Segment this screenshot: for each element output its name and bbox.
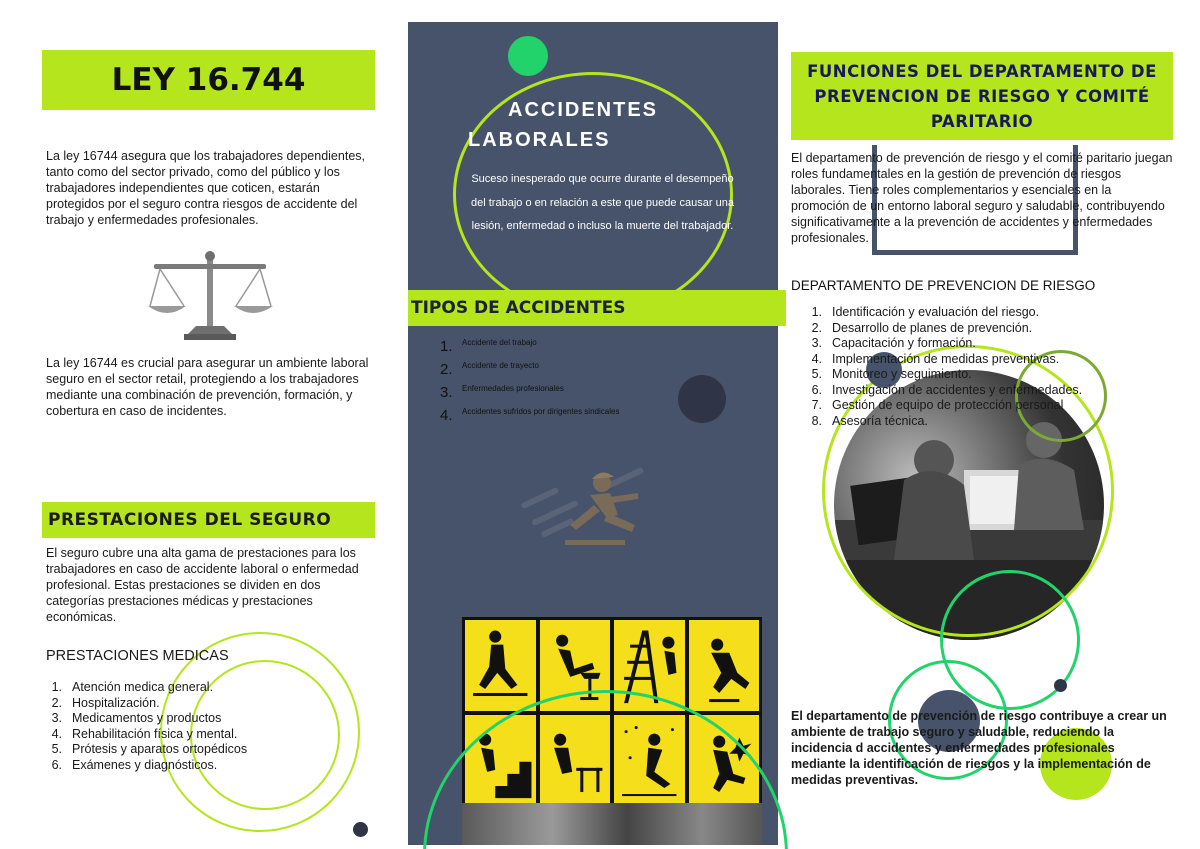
- decorative-dot: [353, 822, 368, 837]
- list-item: [440, 379, 680, 402]
- decorative-dot: [678, 375, 726, 423]
- list-item: [46, 696, 366, 712]
- funciones-title: FUNCIONES DEL DEPARTAMENTO DE PREVENCION DE RIESGO Y COMITÉ PARITARIO: [791, 52, 1173, 140]
- accidentes-laborales-title: [468, 95, 688, 155]
- list-item: [806, 414, 1146, 430]
- list-item: [440, 402, 680, 425]
- list-text: Identificación y evaluación del riesgo.: [832, 305, 1040, 319]
- ley-intro-text: La ley 16744 asegura que los trabajadores dependientes, tanto como del sector privado, como del público y los trabajadores independientes que coticen, estarán protegidos por el seguro contra riesgos de accidente del trabajo y enfermedades profesionales.: [46, 149, 365, 227]
- list-number: 3.: [51, 711, 62, 725]
- scale-of-justice-icon: [148, 248, 273, 343]
- list-number: 7.: [811, 398, 822, 412]
- list-item: [46, 727, 366, 743]
- list-text: Desarrollo de planes de prevención.: [832, 320, 1033, 335]
- list-text: Capacitación y formación.: [832, 336, 976, 350]
- list-text: Gestión de equipo de protección personal: [832, 398, 1064, 412]
- list-text: Accidente del trabajo: [462, 338, 537, 347]
- list-text: Rehabilitación física y mental.: [72, 726, 238, 741]
- list-text: Asesoría técnica.: [832, 413, 928, 428]
- list-text: Exámenes y diagnósticos.: [72, 757, 218, 772]
- slip-sign-icon: [465, 620, 536, 711]
- list-text: Medicamentos y productos: [72, 711, 222, 725]
- list-number: 2.: [811, 320, 822, 335]
- list-text: Accidentes sufridos por dirigentes sindicales: [462, 407, 620, 416]
- list-item: [806, 398, 1146, 414]
- list-item: [806, 321, 1146, 337]
- list-item: [806, 352, 1146, 368]
- list-text: Atención medica general.: [72, 680, 214, 694]
- list-text: Prótesis y aparatos ortopédicos: [72, 742, 248, 756]
- list-number: 1.: [440, 338, 453, 355]
- prestaciones-medicas-list: [46, 680, 366, 773]
- departamento-list: [806, 305, 1146, 429]
- list-number: 6.: [811, 382, 822, 397]
- ley-second-text: La ley 16744 es crucial para asegurar un ambiente laboral seguro en el sector retail, protegiendo a los trabajadores mediante una combinación de prevención, formación, y cobertura en caso de incidentes.: [46, 356, 369, 418]
- list-item: [46, 711, 366, 727]
- list-item: [806, 305, 1146, 321]
- falling-worker-icon: [510, 455, 670, 550]
- list-number: 4.: [51, 726, 62, 741]
- tipos-accidentes-title: TIPOS DE ACCIDENTES: [408, 290, 786, 326]
- decorative-dot: [508, 36, 548, 76]
- list-text: Monitoreo y seguimiento.: [832, 367, 972, 381]
- tripping-sign-icon: [689, 620, 760, 711]
- list-number: 1.: [51, 680, 62, 694]
- list-number: 4.: [440, 407, 453, 424]
- list-number: 4.: [811, 351, 822, 366]
- list-item: [46, 742, 366, 758]
- accidentes-description: Suceso inesperado que ocurre durante el desempeño del trabajo o en relación a este que puede causar una lesión, enfermedad o incluso la muerte del trabajador.: [471, 173, 734, 232]
- list-text: Implementación de medidas preventivas.: [832, 351, 1060, 366]
- list-number: 2.: [51, 695, 62, 710]
- prestaciones-medicas-title: PRESTACIONES MEDICAS: [46, 648, 229, 664]
- list-text: Enfermedades profesionales: [462, 384, 564, 393]
- funciones-intro-text: El departamento de prevención de riesgo y el comité paritario juegan roles fundamentales en la gestión de prevención de riesgos laborales. Tiene roles complementarios y esenciales en la promoción de un entorno laboral seguro y saludable, contribuyendo significativamente a la prevención de accidentes y enfermedades profesionales.: [791, 151, 1173, 245]
- list-item: [46, 680, 366, 696]
- prestaciones-title: PRESTACIONES DEL SEGURO: [42, 502, 375, 538]
- list-number: 5.: [51, 742, 62, 756]
- departamento-title: DEPARTAMENTO DE PREVENCION DE RIESGO: [791, 278, 1096, 293]
- decorative-dot: [1054, 679, 1067, 692]
- ley-title: LEY 16.744: [42, 50, 375, 110]
- list-number: 5.: [811, 367, 822, 381]
- list-item: [440, 333, 680, 356]
- prestaciones-intro-text: El seguro cubre una alta gama de prestaciones para los trabajadores en caso de accidente laboral o enfermedad profesional. Estas prestaciones se dividen en dos categorías prestaciones médicas y prestaciones económicas.: [46, 546, 359, 624]
- title-line: LABORALES: [468, 129, 611, 151]
- list-item: [46, 758, 366, 774]
- tipos-accidentes-list: [440, 333, 680, 425]
- list-item: [806, 367, 1146, 383]
- list-text: Hospitalización.: [72, 695, 160, 710]
- list-number: 3.: [811, 336, 822, 350]
- list-number: 2.: [440, 361, 453, 378]
- title-line: ACCIDENTES: [508, 99, 659, 121]
- list-item: [806, 383, 1146, 399]
- list-text: Investigación de accidentes y enfermedades.: [832, 382, 1083, 397]
- list-number: 6.: [51, 757, 62, 772]
- list-item: [806, 336, 1146, 352]
- departamento-summary-text: El departamento de prevención de riesgo contribuye a crear un ambiente de trabajo seguro y saludable, reduciendo la incidencia d accidentes y enfermedades profesionales mediante la identificación de riesgos y la implementación de medidas preventivas.: [791, 709, 1167, 787]
- list-item: [440, 356, 680, 379]
- list-number: 8.: [811, 413, 822, 428]
- list-number: 1.: [811, 305, 822, 319]
- list-text: Accidente de trayecto: [462, 361, 539, 370]
- list-number: 3.: [440, 384, 453, 401]
